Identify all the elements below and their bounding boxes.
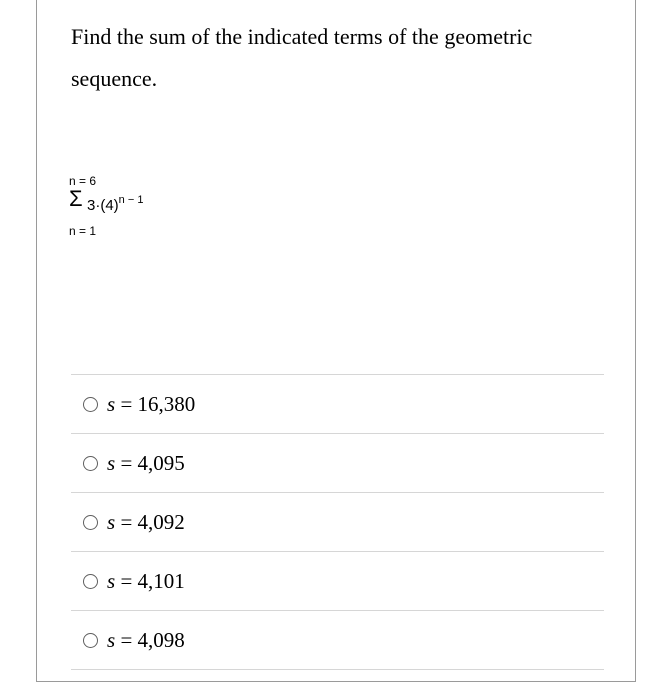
answer-value: 16,380 bbox=[137, 392, 196, 416]
term-exponent: n − 1 bbox=[118, 194, 144, 206]
question-card bbox=[36, 0, 636, 682]
radio-button[interactable] bbox=[83, 397, 98, 412]
answer-label bbox=[107, 628, 185, 652]
sigma-symbol: Σ bbox=[69, 186, 83, 211]
answer-label bbox=[107, 392, 195, 416]
answer-option[interactable] bbox=[71, 611, 604, 670]
answer-label bbox=[107, 510, 185, 534]
answer-variable: s bbox=[107, 392, 116, 416]
answer-value: 4,098 bbox=[137, 628, 185, 652]
answer-value: 4,101 bbox=[137, 569, 185, 593]
answer-variable: s bbox=[107, 510, 116, 534]
answer-label bbox=[107, 569, 185, 593]
answer-option[interactable] bbox=[71, 434, 604, 493]
answer-option[interactable] bbox=[71, 552, 604, 611]
answer-equals: = bbox=[115, 392, 138, 416]
radio-button[interactable] bbox=[83, 574, 98, 589]
answer-label bbox=[107, 451, 185, 475]
answer-option[interactable] bbox=[71, 375, 604, 434]
term-base: 3·(4) bbox=[87, 197, 119, 214]
answer-variable: s bbox=[107, 628, 116, 652]
answer-equals: = bbox=[115, 510, 138, 534]
answer-value: 4,092 bbox=[137, 510, 185, 534]
answer-equals: = bbox=[115, 451, 138, 475]
answer-equals: = bbox=[115, 628, 138, 652]
radio-button[interactable] bbox=[83, 456, 98, 471]
radio-button[interactable] bbox=[83, 515, 98, 530]
answer-option[interactable] bbox=[71, 493, 604, 552]
answer-variable: s bbox=[107, 451, 116, 475]
upper-limit: n = 6 bbox=[69, 174, 97, 188]
answer-equals: = bbox=[115, 569, 138, 593]
answer-variable: s bbox=[107, 569, 116, 593]
summation-term bbox=[87, 194, 143, 214]
lower-limit: n = 1 bbox=[69, 224, 97, 238]
answer-options bbox=[71, 374, 604, 670]
answer-value: 4,095 bbox=[137, 451, 185, 475]
summation-formula bbox=[69, 174, 229, 244]
question-text: Find the sum of the indicated terms of the geometric sequence. bbox=[71, 24, 533, 91]
radio-button[interactable] bbox=[83, 633, 98, 648]
